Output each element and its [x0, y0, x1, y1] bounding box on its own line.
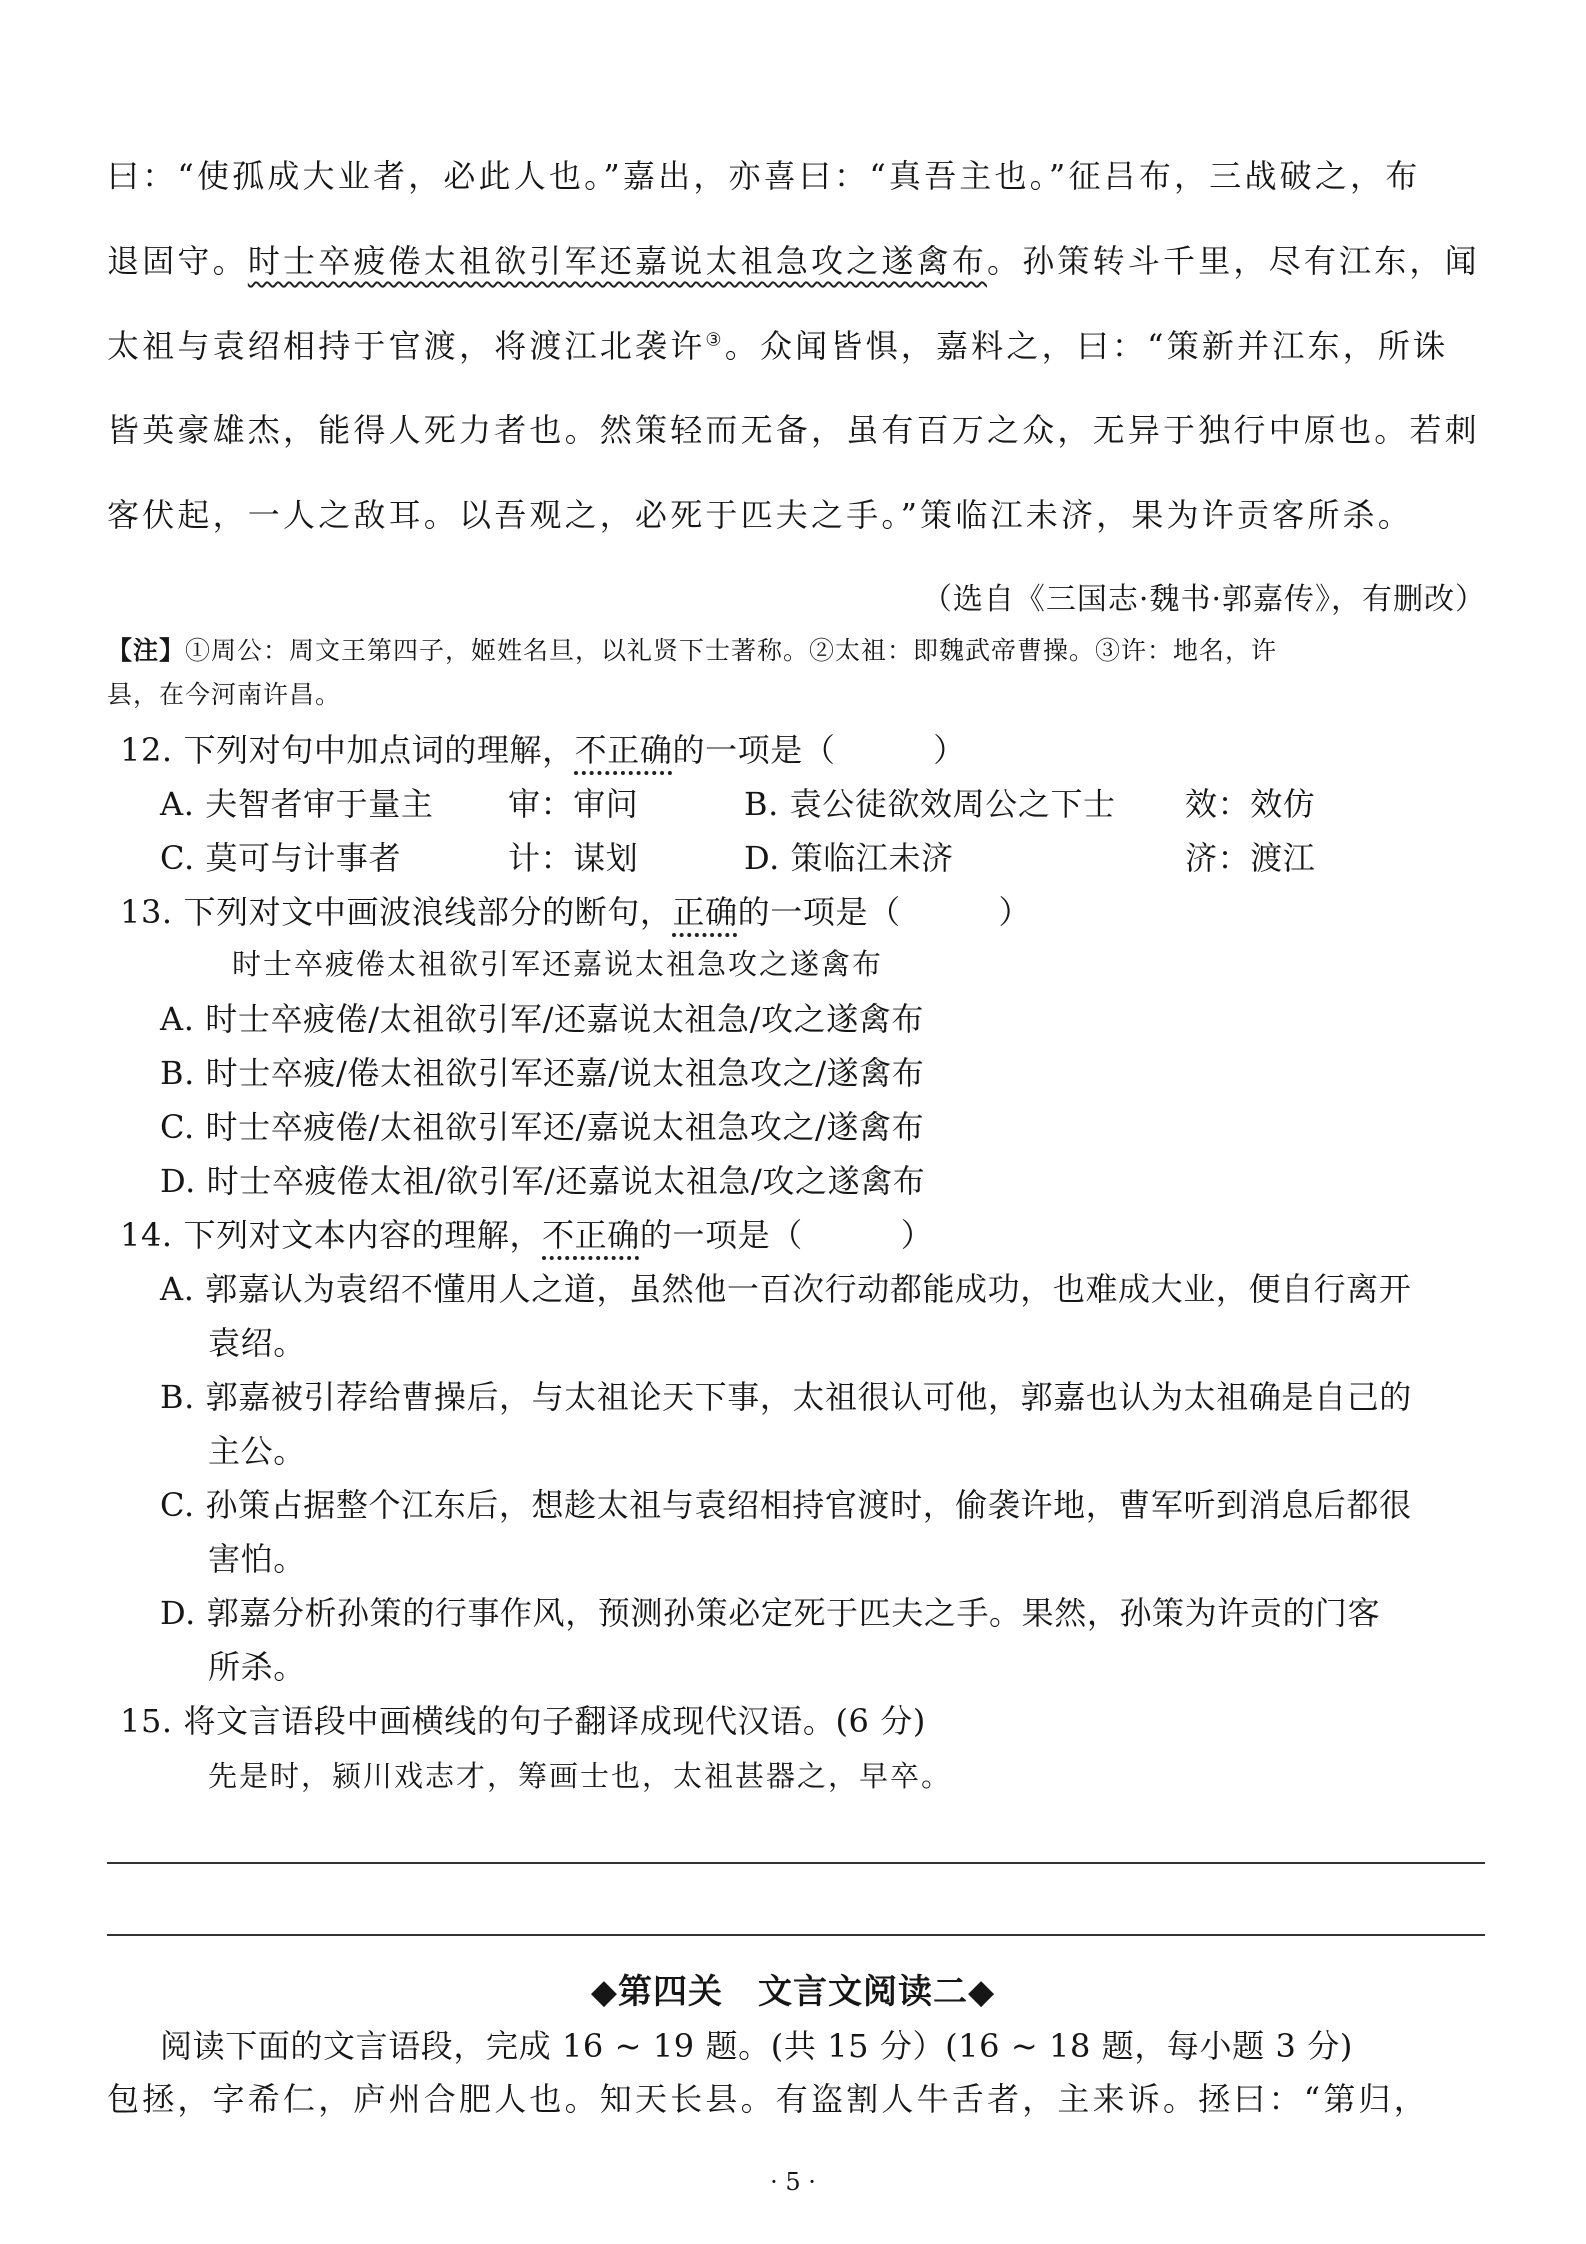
footnote-marker: ③ — [705, 329, 725, 351]
section-4-passage-line-1: 包拯，字希仁，庐州合肥人也。知天长县。有盗割人牛舌者，主来诉。拯曰：“第归， — [107, 2080, 1429, 2118]
q12-stem-text: 12. 下列对句中加点词的理解， — [120, 731, 575, 769]
q14-option-d-line-2: 所杀。 — [208, 1648, 306, 1686]
q12-emphasis: 不正确 — [574, 731, 673, 769]
q13-option-a: A. 时士卒疲倦/太祖欲引军/还嘉说太祖急/攻之遂禽布 — [160, 1000, 924, 1038]
notes-line-2: 县，在今河南许昌。 — [107, 680, 342, 709]
passage-line-3-suffix: 。众闻皆惧，嘉料之，曰：“策新并江东，所诛 — [724, 327, 1449, 365]
q15-sentence: 先是时，颍川戏志才，筹画士也，太祖甚器之，早卒。 — [208, 1759, 953, 1793]
q14-option-a-line-1: A. 郭嘉认为袁绍不懂用人之道，虽然他一百次行动都能成功，也难成大业，便自行离开 — [160, 1270, 1412, 1308]
notes-label: 【注】 — [107, 636, 186, 665]
passage-line-3 — [107, 327, 1449, 365]
q13-option-b: B. 时士卒疲/倦太祖欲引军还嘉/说太祖急攻之/遂禽布 — [160, 1054, 925, 1092]
question-14-stem — [120, 1216, 934, 1254]
q12-option-a-gloss: 审：审问 — [508, 785, 639, 823]
q12-option-a: A. 夫智者审于量主 — [160, 785, 434, 823]
q12-option-c-gloss: 计：谋划 — [508, 839, 639, 877]
q12-option-d: D. 策临江未济 — [744, 839, 954, 877]
q12-option-b: B. 袁公徒欲效周公之下士 — [744, 785, 1116, 823]
q12-option-b-gloss: 效：效仿 — [1185, 785, 1316, 823]
q13-stem-text: 13. 下列对文中画波浪线部分的断句， — [120, 893, 673, 931]
question-12-stem — [120, 731, 966, 769]
q13-sentence: 时士卒疲倦太祖欲引军还嘉说太祖急攻之遂禽布 — [232, 947, 884, 981]
q13-option-d: D. 时士卒疲倦太祖/欲引军/还嘉说太祖急/攻之遂禽布 — [160, 1162, 926, 1200]
passage-line-5: 客伏起，一人之敌耳。以吾观之，必死于匹夫之手。”策临江未济，果为许贡客所杀。 — [107, 496, 1413, 534]
q13-stem-tail: 的一项是（ ） — [737, 893, 1032, 931]
q13-option-c: C. 时士卒疲倦/太祖欲引军还/嘉说太祖急攻之/遂禽布 — [160, 1108, 925, 1146]
passage-line-4: 皆英豪雄杰，能得人死力者也。然策轻而无备，虽有百万之众，无异于独行中原也。若刺 — [107, 411, 1480, 449]
q14-stem-text: 14. 下列对文本内容的理解， — [120, 1216, 543, 1254]
source-citation: （选自《三国志·魏书·郭嘉传》，有删改） — [921, 582, 1486, 617]
answer-line-2 — [107, 1934, 1485, 1936]
q14-emphasis: 不正确 — [542, 1216, 640, 1254]
q14-option-c-line-2: 害怕。 — [208, 1540, 306, 1578]
wavy-underlined-sentence: 时士卒疲倦太祖欲引军还嘉说太祖急攻之遂禽布 — [247, 242, 988, 280]
passage-line-3-keyword: 北袭许 — [599, 327, 706, 365]
passage-line-2 — [107, 242, 1480, 280]
passage-line-3-prefix: 太祖与袁绍相持于官渡，将渡江 — [107, 327, 600, 365]
notes-text-1: ①周公：周文王第四子，姬姓名旦，以礼贤下士著称。②太祖：即魏武帝曹操。③许：地名，许 — [185, 636, 1278, 665]
q14-option-b-line-2: 主公。 — [208, 1432, 306, 1470]
section-4-title: ◆第四关 文言文阅读二◆ — [590, 1972, 996, 2012]
q14-stem-tail: 的一项是（ ） — [639, 1216, 934, 1254]
q14-option-c-line-1: C. 孙策占据整个江东后，想趁太祖与袁绍相持官渡时，偷袭许地，曹军听到消息后都很 — [160, 1486, 1412, 1524]
q14-option-a-line-2: 袁绍。 — [208, 1324, 306, 1362]
q14-option-b-line-1: B. 郭嘉被引荐给曹操后，与太祖论天下事，太祖很认可他，郭嘉也认为太祖确是自己的 — [160, 1378, 1412, 1416]
page-number: · 5 · — [770, 2168, 816, 2196]
q13-emphasis: 正确 — [672, 893, 738, 931]
q14-option-d-line-1: D. 郭嘉分析孙策的行事作风，预测孙策必定死于匹夫之手。果然，孙策为许贡的门客 — [160, 1594, 1381, 1632]
answer-line-1 — [107, 1862, 1485, 1864]
q12-stem-tail: 的一项是（ ） — [672, 731, 966, 769]
passage-line-2-suffix: 。孙策转斗千里，尽有江东，闻 — [987, 242, 1480, 280]
question-13-stem — [120, 893, 1032, 931]
q12-option-c: C. 莫可与计事者 — [160, 839, 402, 877]
passage-line-1: 曰：“使孤成大业者，必此人也。”嘉出，亦喜曰：“真吾主也。”征吕布，三战破之，布 — [107, 157, 1421, 195]
notes-line-1 — [107, 638, 1277, 663]
passage-line-2-prefix: 退固守。 — [107, 242, 248, 280]
question-15-stem: 15. 将文言语段中画横线的句子翻译成现代汉语。(6 分) — [120, 1702, 926, 1740]
section-4-instruction: 阅读下面的文言语段，完成 16 ~ 19 题。(共 15 分）(16 ~ 18 题，每小题 3 分) — [160, 2027, 1353, 2065]
q12-option-d-gloss: 济：渡江 — [1185, 839, 1316, 877]
